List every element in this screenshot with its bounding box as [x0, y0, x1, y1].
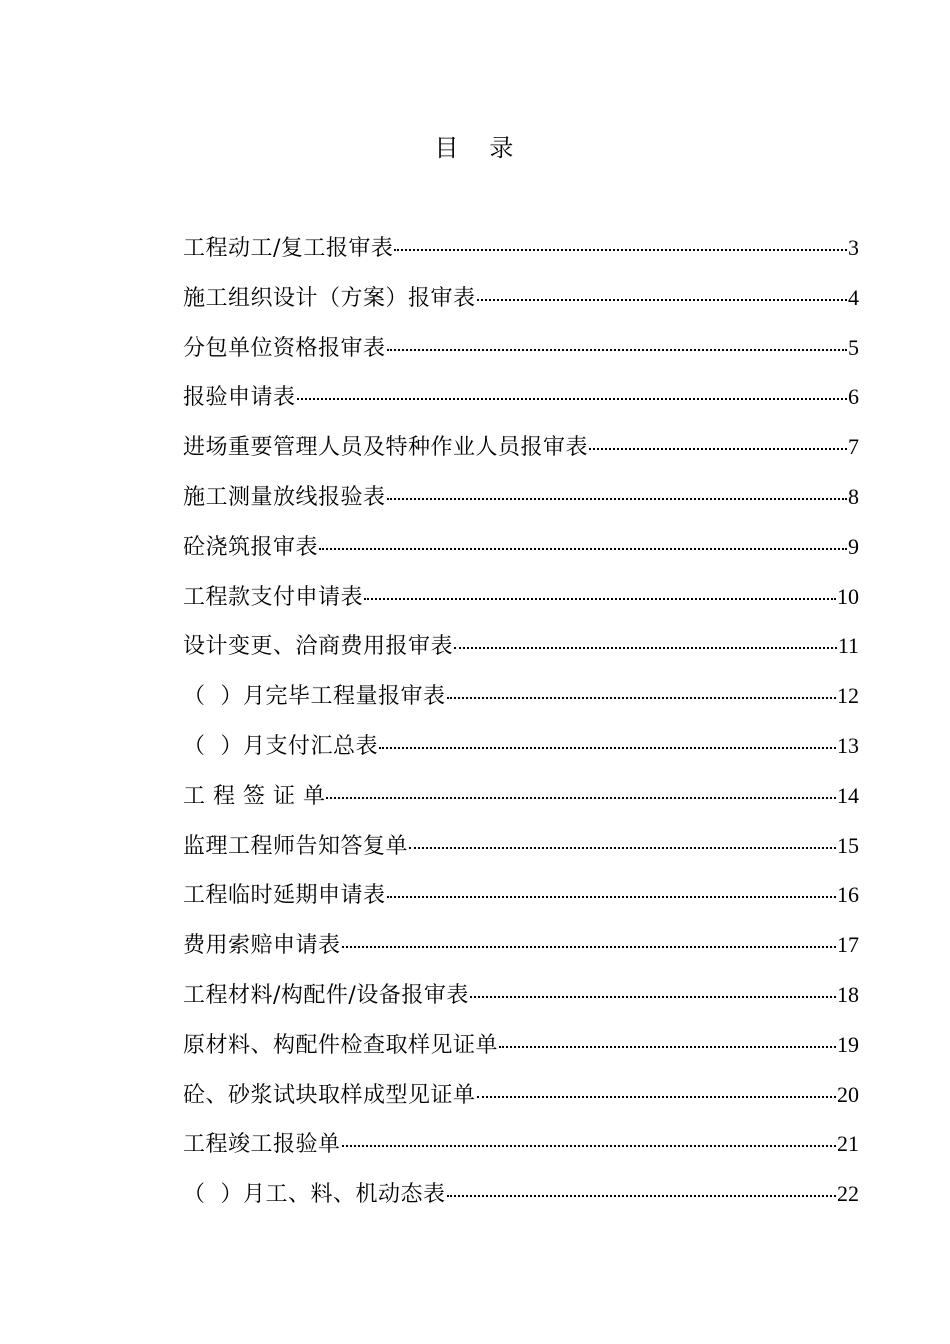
toc-entry	[183, 1027, 859, 1077]
toc-entry-page: 13	[837, 732, 859, 758]
toc-entry-label: （ ）月工、料、机动态表	[183, 1182, 446, 1208]
toc-entry-page: 20	[837, 1081, 859, 1107]
toc-leader-dots	[364, 598, 836, 600]
toc-entry-label: 原材料、构配件检查取样见证单	[183, 1032, 499, 1058]
toc-entry	[183, 1077, 859, 1127]
toc-entry-label: 工程动工/复工报审表	[183, 236, 394, 261]
toc-leader-dots	[342, 946, 836, 948]
toc-leader-dots	[319, 548, 847, 550]
toc-leader-dots	[447, 697, 837, 699]
toc-entry-page: 17	[837, 932, 859, 958]
toc-entry	[183, 678, 859, 728]
toc-entry-page: 10	[837, 583, 859, 609]
toc-leader-dots	[379, 747, 836, 749]
toc-entry-label: 报验申请表	[183, 385, 296, 411]
toc-entry-label: （ ）月完毕工程量报审表	[183, 684, 446, 710]
toc-entry	[183, 330, 859, 380]
toc-entry	[183, 728, 859, 778]
toc-entry-label: 施工测量放线报验表	[183, 484, 386, 510]
toc-entry-label: 工程竣工报验单	[183, 1132, 341, 1158]
toc-entry	[183, 778, 859, 828]
table-of-contents	[183, 230, 859, 1226]
toc-leader-dots	[394, 249, 847, 251]
toc-entry-page: 14	[837, 782, 859, 808]
toc-entry	[183, 479, 859, 529]
toc-entry-page: 9	[848, 533, 859, 559]
toc-leader-dots	[387, 896, 836, 898]
toc-entry	[183, 977, 859, 1027]
toc-entry	[183, 877, 859, 927]
toc-entry	[183, 628, 859, 678]
toc-title: 目 录	[434, 134, 516, 162]
toc-entry-page: 21	[837, 1131, 859, 1157]
toc-leader-dots	[447, 1195, 837, 1197]
toc-entry-page: 11	[837, 633, 859, 659]
toc-entry-label: 工程临时延期申请表	[183, 883, 386, 909]
toc-leader-dots	[470, 996, 836, 998]
toc-entry-page: 22	[837, 1181, 859, 1207]
toc-entry-label: 进场重要管理人员及特种作业人员报审表	[183, 435, 589, 461]
toc-leader-dots	[297, 398, 847, 400]
toc-entry-page: 15	[837, 832, 859, 858]
toc-entry	[183, 579, 859, 629]
toc-entry	[183, 379, 859, 429]
toc-entry-page: 16	[837, 882, 859, 908]
toc-leader-dots	[387, 349, 847, 351]
toc-entry-label: 工程款支付申请表	[183, 584, 364, 610]
toc-entry-label: 监理工程师告知答复单	[183, 833, 409, 859]
toc-leader-dots	[409, 847, 836, 849]
toc-entry-page: 18	[837, 981, 859, 1007]
toc-entry-label: 砼浇筑报审表	[183, 534, 319, 560]
toc-leader-dots	[387, 498, 847, 500]
toc-entry-page: 7	[848, 434, 859, 460]
toc-leader-dots	[342, 1145, 836, 1147]
toc-entry-label: 设计变更、洽商费用报审表	[183, 634, 454, 660]
toc-entry-label: 施工组织设计（方案）报审表	[183, 285, 476, 311]
toc-entry	[183, 927, 859, 977]
toc-entry-label: 费用索赔申请表	[183, 933, 341, 959]
toc-entry	[183, 230, 859, 280]
toc-leader-dots	[499, 1046, 836, 1048]
toc-entry-label: （ ）月支付汇总表	[183, 733, 378, 759]
toc-entry	[183, 1126, 859, 1176]
toc-leader-dots	[589, 448, 847, 450]
toc-entry-page: 4	[848, 284, 859, 310]
toc-entry-page: 3	[848, 235, 859, 260]
toc-entry	[183, 429, 859, 479]
toc-entry	[183, 1176, 859, 1226]
toc-entry-page: 12	[837, 683, 859, 709]
toc-entry	[183, 280, 859, 330]
toc-leader-dots	[477, 1096, 836, 1098]
toc-entry-label: 分包单位资格报审表	[183, 335, 386, 361]
toc-leader-dots	[326, 797, 836, 799]
toc-entry-label: 工程材料/构配件/设备报审表	[183, 982, 469, 1008]
toc-leader-dots	[454, 647, 837, 649]
toc-entry-label: 工 程 签 证 单	[183, 783, 326, 809]
toc-entry	[183, 529, 859, 579]
toc-entry-page: 8	[848, 483, 859, 509]
toc-entry-label: 砼、砂浆试块取样成型见证单	[183, 1082, 476, 1108]
toc-entry-page: 5	[848, 334, 859, 360]
toc-entry-page: 6	[848, 384, 859, 410]
toc-entry	[183, 828, 859, 878]
toc-entry-page: 19	[837, 1031, 859, 1057]
toc-leader-dots	[477, 299, 847, 301]
